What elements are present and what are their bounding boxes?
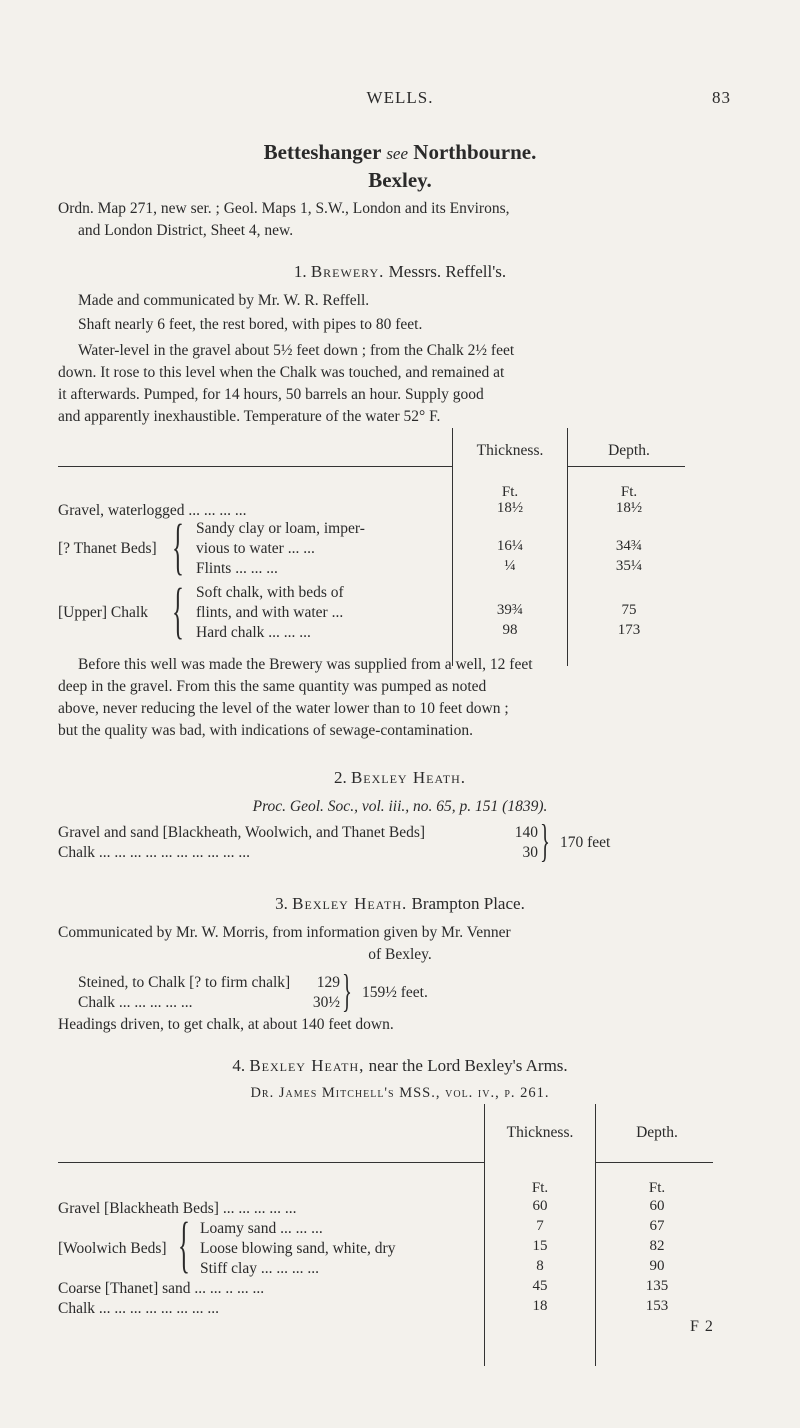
thickness-cell: 98 [502,622,518,638]
table-rule [484,1104,485,1366]
table-row-label: Flints ... ... ... [196,560,278,577]
thickness-cell: 18½ [496,500,524,516]
depth-cell: 60 [649,1198,665,1214]
col-depth: Depth. [636,1124,678,1141]
well2-heading-name: Bexley Heath. [350,768,467,787]
table-row-label: vious to water ... ... [196,540,315,557]
well1-note-line: deep in the gravel. From this the same quantity was pumped as noted [58,678,487,695]
well3-communicated-line2: of Bexley. [368,946,432,963]
well1-number: 1. [293,262,307,281]
well3-number: 3. [275,894,288,913]
well3-heading [0,894,800,914]
depth-cell: 75 [621,602,637,618]
unit-label: Ft. [648,1180,666,1196]
well4-heading [0,1056,800,1076]
well2-line1-label: Gravel and sand [Blackheath, Woolwich, and Thanet Beds] [58,824,426,841]
well3-heading-place: Brampton Place. [411,894,525,913]
depth-cell: 34¾ [615,538,643,554]
well4-number: 4. [232,1056,246,1075]
brace: { [178,1211,190,1279]
table-row-label: Chalk ... ... ... ... ... ... ... ... [58,1300,220,1317]
well3-headings: Headings driven, to get chalk, at about 140 feet down. [58,1016,394,1033]
depth-cell: 82 [649,1238,665,1254]
well1-note-line: above, never reducing the level of the water lower than to 10 feet down ; [58,700,509,717]
thickness-cell: 7 [536,1218,544,1234]
well3-line1-label: Steined, to Chalk [? to firm chalk] [78,974,291,991]
table-row-label: Gravel [Blackheath Beds] ... ... ... ... ... [58,1200,297,1217]
cross-ref-target: Northbourne. [413,140,537,164]
table-row-label: Gravel, waterlogged ... ... ... ... [58,502,247,519]
map-ref-line1: Ordn. Map 271, new ser. ; Geol. Maps 1, S.W., London and its Environs, [58,200,510,217]
well1-communicated: Made and communicated by Mr. W. R. Reffell. [78,292,370,309]
unit-label: Ft. [501,484,519,500]
well1-heading [0,262,800,282]
thickness-cell: 45 [532,1278,548,1294]
closing-brace: } [540,815,550,866]
table-rule [567,428,568,666]
map-ref-line2: and London District, Sheet 4, new. [78,222,294,239]
table-row-label: Loamy sand ... ... ... [200,1220,323,1237]
well4-source: Dr. James Mitchell's MSS., vol. iv., p. 261. [250,1085,550,1101]
depth-cell: 90 [649,1258,665,1274]
group-label: [Woolwich Beds] [58,1240,167,1257]
table-row-label: Coarse [Thanet] sand ... ... .. ... ... [58,1280,265,1297]
thickness-cell: 8 [536,1258,544,1274]
well1-shaft: Shaft nearly 6 feet, the rest bored, with pipes to 80 feet. [78,316,423,333]
depth-cell: 35¼ [615,558,643,574]
well2-line1-value: 140 [514,824,538,841]
cross-ref-see: see [386,144,409,163]
unit-label: Ft. [531,1180,549,1196]
page-number: 83 [712,88,731,107]
depth-cell: 153 [645,1298,669,1314]
well1-note-line: Before this well was made the Brewery was supplied from a well, 12 feet [78,656,533,673]
well3-heading-name: Bexley Heath. [292,894,408,913]
thickness-cell: ¼ [504,558,516,574]
cross-reference [0,140,800,165]
well2-heading [0,768,800,788]
well3-line2-label: Chalk ... ... ... ... ... [78,994,193,1011]
well1-water-line: and apparently inexhaustible. Temperature of the water 52° F. [58,408,441,425]
well3-line2-value: 30½ [312,994,340,1011]
well4-heading-name: Bexley Heath, [249,1056,365,1075]
depth-cell: 135 [645,1278,669,1294]
well2-number: 2. [333,768,347,787]
table-rule [595,1104,596,1366]
well2-line2-label: Chalk ... ... ... ... ... ... ... ... ... ... [58,844,251,861]
table-row-label: Hard chalk ... ... ... [196,624,311,641]
table-rule [58,1162,484,1163]
table-rule [595,1162,713,1163]
depth-cell: 18½ [615,500,643,516]
well4-heading-place: near the Lord Bexley's Arms. [368,1056,568,1075]
well1-water-line: down. It rose to this level when the Chalk was touched, and remained at [58,364,505,381]
table-rule [567,466,685,467]
col-thickness: Thickness. [476,442,544,459]
table-row-label: flints, and with water ... [196,604,344,621]
group-label: [? Thanet Beds] [58,540,157,557]
table-row-label: Sandy clay or loam, imper- [196,520,365,537]
well3-total: 159½ feet. [362,984,428,1001]
col-depth: Depth. [608,442,650,459]
thickness-cell: 16¼ [496,538,524,554]
thickness-cell: 60 [532,1198,548,1214]
unit-label: Ft. [620,484,638,500]
well1-heading-owner: Messrs. Reffell's. [388,262,507,281]
brace: { [172,513,184,581]
table-row-label: Soft chalk, with beds of [196,584,344,601]
well2-total: 170 feet [560,834,611,851]
well1-note-line: but the quality was bad, with indications of sewage-contamination. [58,722,473,739]
running-title: WELLS. [366,88,434,107]
group-label: [Upper] Chalk [58,604,148,621]
col-thickness: Thickness. [506,1124,574,1141]
cross-ref-place: Betteshanger [263,140,382,164]
well1-water-line: it afterwards. Pumped, for 14 hours, 50 barrels an hour. Supply good [58,386,484,403]
table-row-label: Loose blowing sand, white, dry [200,1240,396,1257]
thickness-cell: 39¾ [496,602,524,618]
signature-mark: F 2 [690,1318,714,1335]
table-rule [58,466,452,467]
thickness-cell: 18 [532,1298,548,1314]
table-row-label: Stiff clay ... ... ... ... [200,1260,319,1277]
thickness-cell: 15 [532,1238,548,1254]
brace: { [172,577,184,645]
well3-line1-value: 129 [316,974,340,991]
well3-communicated-line1: Communicated by Mr. W. Morris, from information given by Mr. Venner [58,924,511,941]
closing-brace: } [342,965,352,1016]
well2-line2-value: 30 [522,844,538,861]
depth-cell: 173 [617,622,641,638]
depth-cell: 67 [649,1218,665,1234]
section-title: Bexley. [368,168,432,192]
well2-source: Proc. Geol. Soc., vol. iii., no. 65, p. 151 (1839). [252,798,548,815]
table-rule [452,428,453,666]
well1-water-line: Water-level in the gravel about 5½ feet down ; from the Chalk 2½ feet [78,342,515,359]
well1-heading-name: Brewery. [310,262,385,281]
